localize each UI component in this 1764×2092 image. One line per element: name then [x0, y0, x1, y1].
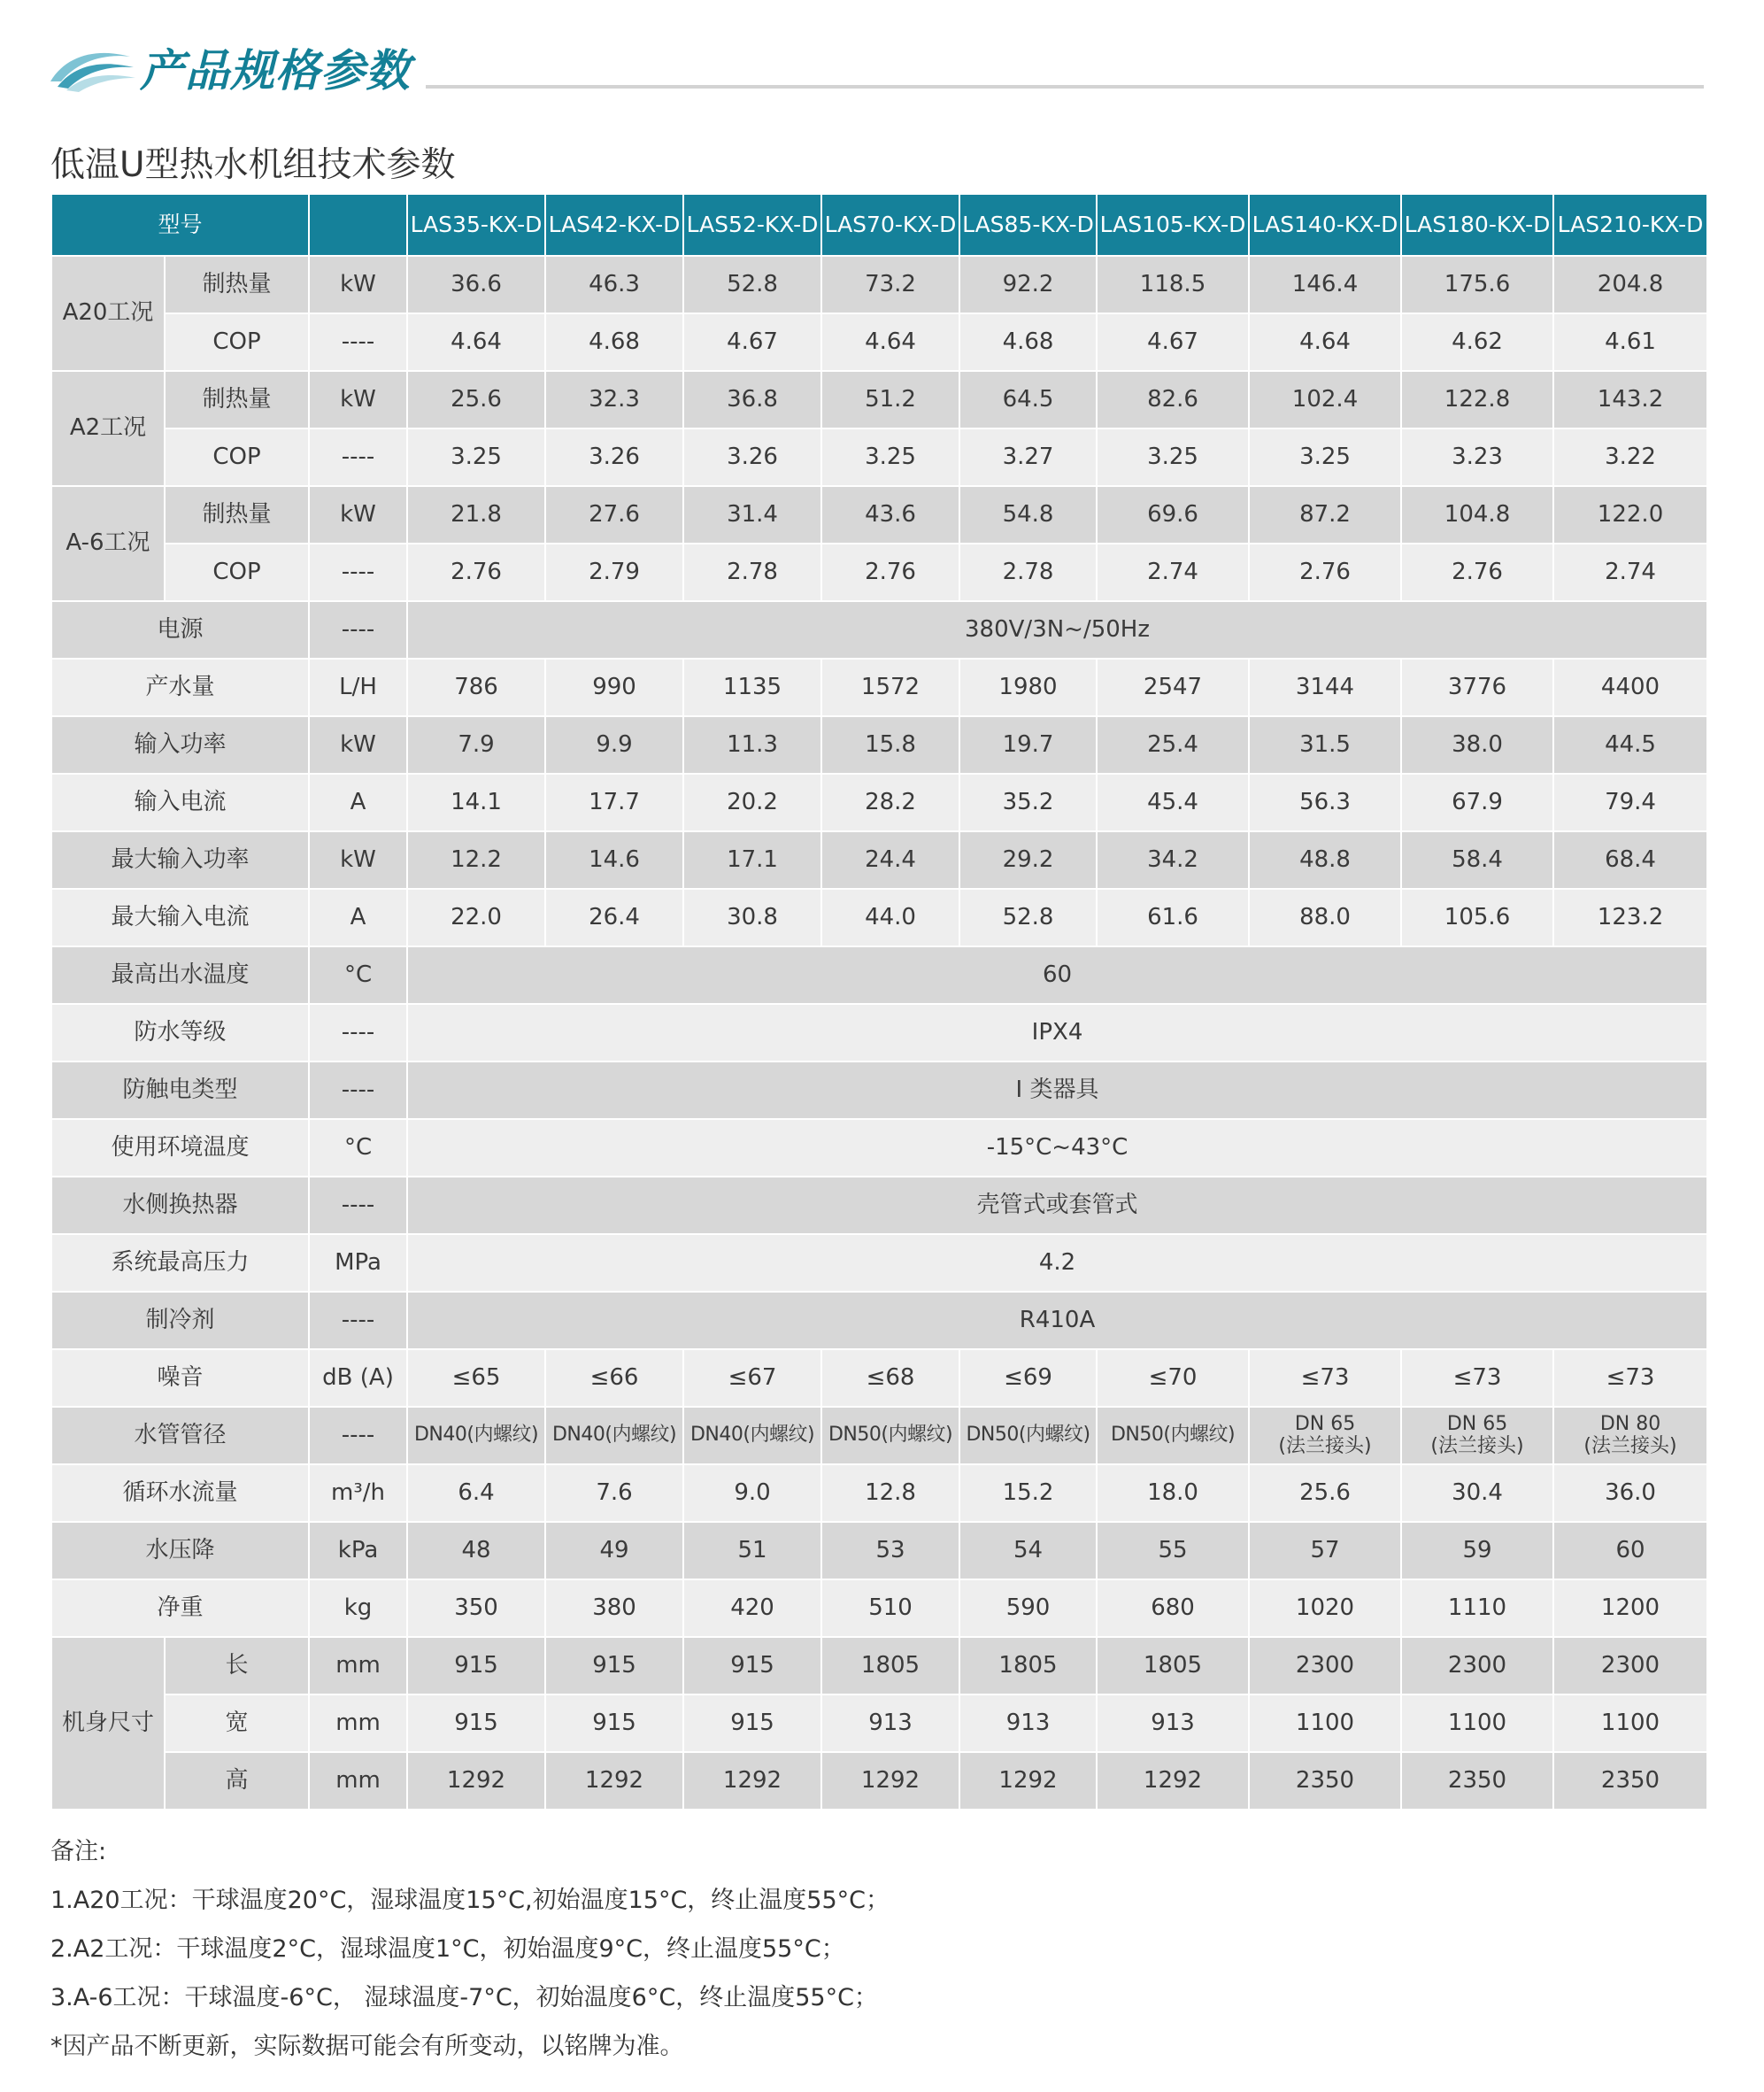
- value-cell: DN50(内螺纹): [1097, 1407, 1249, 1464]
- model-header-cell: LAS52-KX-D: [683, 194, 821, 256]
- unit-header-cell: [309, 194, 407, 256]
- value-cell: 22.0: [407, 889, 545, 946]
- value-cell: 3.25: [407, 428, 545, 486]
- value-cell: 510: [821, 1579, 959, 1637]
- row-label: 长: [165, 1637, 309, 1694]
- value-cell: 2350: [1249, 1752, 1401, 1810]
- unit-cell: ----: [309, 313, 407, 371]
- value-cell: [1249, 1407, 1401, 1464]
- value-cell-merged: I 类器具: [407, 1061, 1707, 1119]
- value-cell: 34.2: [1097, 831, 1249, 889]
- value-line: (法兰接头): [1430, 1434, 1524, 1457]
- table-row: [51, 313, 1707, 371]
- value-cell: 48: [407, 1522, 545, 1579]
- value-cell: 1572: [821, 659, 959, 716]
- value-cell: 1805: [959, 1637, 1097, 1694]
- value-cell: 20.2: [683, 774, 821, 831]
- table-row: [51, 831, 1707, 889]
- table-row: [51, 889, 1707, 946]
- group-label-size: 机身尺寸: [51, 1637, 165, 1810]
- value-cell: 87.2: [1249, 486, 1401, 544]
- model-header-cell: LAS42-KX-D: [545, 194, 683, 256]
- value-cell: 7.6: [545, 1464, 683, 1522]
- value-cell: 1292: [545, 1752, 683, 1810]
- model-header-cell: LAS105-KX-D: [1097, 194, 1249, 256]
- unit-cell: ----: [309, 1292, 407, 1349]
- value-cell: 380: [545, 1579, 683, 1637]
- value-cell: 175.6: [1401, 256, 1553, 313]
- value-cell: DN50(内螺纹): [959, 1407, 1097, 1464]
- value-cell: 915: [683, 1694, 821, 1752]
- value-cell: 204.8: [1553, 256, 1707, 313]
- value-line: (法兰接头): [1583, 1434, 1677, 1457]
- value-cell: 25.6: [407, 371, 545, 428]
- note-line: 3.A-6工况：干球温度-6°C， 湿球温度-7°C，初始温度6°C，终止温度55°C；: [50, 1984, 878, 2011]
- unit-cell: ----: [309, 428, 407, 486]
- value-cell: 54: [959, 1522, 1097, 1579]
- value-cell: 3.25: [1249, 428, 1401, 486]
- value-cell: 915: [545, 1694, 683, 1752]
- unit-cell: kPa: [309, 1522, 407, 1579]
- value-cell: 2300: [1249, 1637, 1401, 1694]
- value-cell: 59: [1401, 1522, 1553, 1579]
- value-cell-merged: 壳管式或套管式: [407, 1177, 1707, 1234]
- row-label: 输入电流: [51, 774, 309, 831]
- table-row: [51, 774, 1707, 831]
- value-cell: 11.3: [683, 716, 821, 774]
- table-row: [51, 1119, 1707, 1177]
- value-cell: 1805: [1097, 1637, 1249, 1694]
- row-label: 制冷剂: [51, 1292, 309, 1349]
- value-cell: 43.6: [821, 486, 959, 544]
- value-cell: DN50(内螺纹): [821, 1407, 959, 1464]
- row-label: 水压降: [51, 1522, 309, 1579]
- table-row: [51, 1004, 1707, 1061]
- value-cell: 61.6: [1097, 889, 1249, 946]
- unit-cell: L/H: [309, 659, 407, 716]
- unit-cell: ----: [309, 1061, 407, 1119]
- value-cell-merged: IPX4: [407, 1004, 1707, 1061]
- value-cell: 52.8: [959, 889, 1097, 946]
- table-header-row: [51, 194, 1707, 256]
- value-cell: 2547: [1097, 659, 1249, 716]
- value-cell: 1100: [1249, 1694, 1401, 1752]
- value-cell: 26.4: [545, 889, 683, 946]
- row-label: 系统最高压力: [51, 1234, 309, 1292]
- value-cell: 69.6: [1097, 486, 1249, 544]
- value-cell: 19.7: [959, 716, 1097, 774]
- value-line: DN 65: [1294, 1413, 1356, 1436]
- value-cell: [1401, 1407, 1553, 1464]
- unit-cell: ----: [309, 601, 407, 659]
- value-cell: 913: [1097, 1694, 1249, 1752]
- row-label: 最大输入电流: [51, 889, 309, 946]
- value-cell: 420: [683, 1579, 821, 1637]
- value-cell: 54.8: [959, 486, 1097, 544]
- table-row: [51, 544, 1707, 601]
- value-cell: 68.4: [1553, 831, 1707, 889]
- value-cell: 3.26: [545, 428, 683, 486]
- value-cell: 4.68: [959, 313, 1097, 371]
- value-cell: 915: [407, 1637, 545, 1694]
- unit-cell: A: [309, 774, 407, 831]
- value-cell: 786: [407, 659, 545, 716]
- value-cell: 2.76: [407, 544, 545, 601]
- value-cell: 56.3: [1249, 774, 1401, 831]
- disclaimer: *因产品不断更新，实际数据可能会有所变动，以铭牌为准。: [50, 2033, 684, 2060]
- value-cell: 45.4: [1097, 774, 1249, 831]
- row-label: 宽: [165, 1694, 309, 1752]
- value-cell: 12.2: [407, 831, 545, 889]
- value-cell: 36.6: [407, 256, 545, 313]
- value-cell: 92.2: [959, 256, 1097, 313]
- model-header-cell: LAS180-KX-D: [1401, 194, 1553, 256]
- section-header: [49, 35, 1704, 97]
- value-cell: 122.8: [1401, 371, 1553, 428]
- value-cell: 25.6: [1249, 1464, 1401, 1522]
- value-cell: 4.67: [1097, 313, 1249, 371]
- table-row: [51, 1061, 1707, 1119]
- value-cell: 14.1: [407, 774, 545, 831]
- table-row: [51, 946, 1707, 1004]
- value-cell: 2.76: [1401, 544, 1553, 601]
- unit-cell: A: [309, 889, 407, 946]
- value-cell: 58.4: [1401, 831, 1553, 889]
- spec-table: [50, 193, 1708, 1810]
- value-cell: 990: [545, 659, 683, 716]
- row-label: 高: [165, 1752, 309, 1810]
- table-row: [51, 1752, 1707, 1810]
- unit-cell: ----: [309, 1177, 407, 1234]
- value-cell: 32.3: [545, 371, 683, 428]
- row-label: COP: [165, 428, 309, 486]
- value-cell: 4400: [1553, 659, 1707, 716]
- group-label-a2: A2工况: [51, 371, 165, 486]
- table-row: [51, 1234, 1707, 1292]
- value-cell: ≤69: [959, 1349, 1097, 1407]
- table-row: [51, 371, 1707, 428]
- table-row: [51, 601, 1707, 659]
- unit-cell: kW: [309, 486, 407, 544]
- value-cell: 350: [407, 1579, 545, 1637]
- row-label: 最高出水温度: [51, 946, 309, 1004]
- value-cell: 2.78: [683, 544, 821, 601]
- note-line: 1.A20工况：干球温度20°C，湿球温度15°C,初始温度15°C，终止温度55°C；: [50, 1887, 890, 1914]
- value-cell: 49: [545, 1522, 683, 1579]
- value-cell: 1100: [1401, 1694, 1553, 1752]
- value-cell-merged: -15°C~43°C: [407, 1119, 1707, 1177]
- unit-cell: °C: [309, 946, 407, 1004]
- note-line: 2.A2工况：干球温度2°C，湿球温度1°C，初始温度9°C，终止温度55°C；: [50, 1935, 845, 1963]
- value-cell: 51.2: [821, 371, 959, 428]
- value-cell: 3.23: [1401, 428, 1553, 486]
- unit-cell: mm: [309, 1752, 407, 1810]
- row-label: 水侧换热器: [51, 1177, 309, 1234]
- value-cell: 3144: [1249, 659, 1401, 716]
- value-cell: 2.78: [959, 544, 1097, 601]
- row-label: 水管管径: [51, 1407, 309, 1464]
- value-cell: 915: [407, 1694, 545, 1752]
- value-cell: 2.76: [1249, 544, 1401, 601]
- value-cell: 14.6: [545, 831, 683, 889]
- value-cell: 73.2: [821, 256, 959, 313]
- unit-cell: kW: [309, 831, 407, 889]
- value-cell: 4.62: [1401, 313, 1553, 371]
- table-row: [51, 1694, 1707, 1752]
- value-cell: 24.4: [821, 831, 959, 889]
- unit-cell: dB (A): [309, 1349, 407, 1407]
- value-cell: 2.74: [1553, 544, 1707, 601]
- value-cell: 122.0: [1553, 486, 1707, 544]
- table-row: [51, 256, 1707, 313]
- value-cell: ≤68: [821, 1349, 959, 1407]
- value-cell: 590: [959, 1579, 1097, 1637]
- value-cell: 15.8: [821, 716, 959, 774]
- notes: [50, 1834, 890, 2078]
- value-cell: 46.3: [545, 256, 683, 313]
- group-label-a20: A20工况: [51, 256, 165, 371]
- value-cell: 44.5: [1553, 716, 1707, 774]
- row-label: 制热量: [165, 486, 309, 544]
- value-cell: ≤65: [407, 1349, 545, 1407]
- value-cell: 2300: [1553, 1637, 1707, 1694]
- value-cell: 9.0: [683, 1464, 821, 1522]
- value-cell: 30.8: [683, 889, 821, 946]
- value-cell: 2350: [1553, 1752, 1707, 1810]
- value-cell: 4.64: [407, 313, 545, 371]
- value-cell: 1020: [1249, 1579, 1401, 1637]
- value-cell: 1200: [1553, 1579, 1707, 1637]
- unit-cell: m³/h: [309, 1464, 407, 1522]
- value-cell: 680: [1097, 1579, 1249, 1637]
- table-row: [51, 486, 1707, 544]
- row-label: 制热量: [165, 371, 309, 428]
- value-cell: 915: [683, 1637, 821, 1694]
- value-cell: 123.2: [1553, 889, 1707, 946]
- value-cell: ≤70: [1097, 1349, 1249, 1407]
- value-cell: 4.67: [683, 313, 821, 371]
- value-cell: 104.8: [1401, 486, 1553, 544]
- value-cell: 38.0: [1401, 716, 1553, 774]
- table-row: [51, 1292, 1707, 1349]
- value-cell: ≤67: [683, 1349, 821, 1407]
- value-cell: ≤66: [545, 1349, 683, 1407]
- value-cell: 88.0: [1249, 889, 1401, 946]
- value-cell: 1135: [683, 659, 821, 716]
- unit-cell: kW: [309, 716, 407, 774]
- value-cell: 1292: [407, 1752, 545, 1810]
- value-cell: 118.5: [1097, 256, 1249, 313]
- value-cell: 9.9: [545, 716, 683, 774]
- value-cell: 31.5: [1249, 716, 1401, 774]
- value-cell: 2.79: [545, 544, 683, 601]
- value-cell: 913: [959, 1694, 1097, 1752]
- value-cell: 35.2: [959, 774, 1097, 831]
- value-cell: DN40(内螺纹): [407, 1407, 545, 1464]
- value-cell: DN40(内螺纹): [545, 1407, 683, 1464]
- value-cell: 4.61: [1553, 313, 1707, 371]
- wave-swirl-logo-icon: [49, 35, 137, 97]
- value-cell: 1292: [1097, 1752, 1249, 1810]
- model-header-cell: LAS70-KX-D: [821, 194, 959, 256]
- value-cell: 4.64: [821, 313, 959, 371]
- value-cell: 3.25: [1097, 428, 1249, 486]
- value-cell: 1805: [821, 1637, 959, 1694]
- value-cell: 2.74: [1097, 544, 1249, 601]
- value-cell: 21.8: [407, 486, 545, 544]
- model-header-cell: LAS210-KX-D: [1553, 194, 1707, 256]
- value-cell: 17.7: [545, 774, 683, 831]
- value-cell: 1292: [683, 1752, 821, 1810]
- value-cell: 3.27: [959, 428, 1097, 486]
- value-cell: 25.4: [1097, 716, 1249, 774]
- row-label: 净重: [51, 1579, 309, 1637]
- value-cell: 18.0: [1097, 1464, 1249, 1522]
- value-cell: ≤73: [1249, 1349, 1401, 1407]
- value-cell: 17.1: [683, 831, 821, 889]
- value-cell: 2.76: [821, 544, 959, 601]
- value-cell: 55: [1097, 1522, 1249, 1579]
- model-header-cell: LAS140-KX-D: [1249, 194, 1401, 256]
- unit-cell: ----: [309, 1004, 407, 1061]
- value-cell: 3.22: [1553, 428, 1707, 486]
- value-cell: 36.8: [683, 371, 821, 428]
- value-line: (法兰接头): [1278, 1434, 1372, 1457]
- value-cell: 1292: [821, 1752, 959, 1810]
- unit-cell: °C: [309, 1119, 407, 1177]
- table-row: [51, 716, 1707, 774]
- value-cell: 1980: [959, 659, 1097, 716]
- value-cell: 79.4: [1553, 774, 1707, 831]
- row-label: COP: [165, 313, 309, 371]
- row-label: 循环水流量: [51, 1464, 309, 1522]
- value-cell: 31.4: [683, 486, 821, 544]
- value-cell: 2300: [1401, 1637, 1553, 1694]
- row-label: 产水量: [51, 659, 309, 716]
- row-label: 使用环境温度: [51, 1119, 309, 1177]
- value-cell: 44.0: [821, 889, 959, 946]
- table-row: [51, 1177, 1707, 1234]
- value-cell: 102.4: [1249, 371, 1401, 428]
- value-cell: 105.6: [1401, 889, 1553, 946]
- model-label-cell: 型号: [51, 194, 309, 256]
- value-cell: 52.8: [683, 256, 821, 313]
- value-cell: 1292: [959, 1752, 1097, 1810]
- section-title: 产品规格参数: [140, 45, 411, 96]
- unit-cell: ----: [309, 1407, 407, 1464]
- unit-cell: mm: [309, 1694, 407, 1752]
- table-row: [51, 428, 1707, 486]
- value-cell: 146.4: [1249, 256, 1401, 313]
- value-cell: 6.4: [407, 1464, 545, 1522]
- value-cell: 82.6: [1097, 371, 1249, 428]
- value-cell: 4.68: [545, 313, 683, 371]
- unit-cell: MPa: [309, 1234, 407, 1292]
- header-divider: [426, 85, 1704, 89]
- value-cell: 4.64: [1249, 313, 1401, 371]
- value-cell-merged: 380V/3N~/50Hz: [407, 601, 1707, 659]
- table-title: 低温U型热水机组技术参数: [50, 145, 456, 185]
- value-cell: 53: [821, 1522, 959, 1579]
- value-cell: 51: [683, 1522, 821, 1579]
- row-label: 噪音: [51, 1349, 309, 1407]
- value-cell: 7.9: [407, 716, 545, 774]
- value-cell: 48.8: [1249, 831, 1401, 889]
- model-header-cell: LAS85-KX-D: [959, 194, 1097, 256]
- row-label: 最大输入功率: [51, 831, 309, 889]
- value-cell: 64.5: [959, 371, 1097, 428]
- table-row: [51, 659, 1707, 716]
- value-cell: 36.0: [1553, 1464, 1707, 1522]
- notes-heading: 备注:: [50, 1838, 107, 1865]
- model-header-cell: LAS35-KX-D: [407, 194, 545, 256]
- value-cell: 27.6: [545, 486, 683, 544]
- value-cell: 29.2: [959, 831, 1097, 889]
- unit-cell: kg: [309, 1579, 407, 1637]
- table-row: [51, 1637, 1707, 1694]
- row-label: 防触电类型: [51, 1061, 309, 1119]
- value-cell-merged: R410A: [407, 1292, 1707, 1349]
- unit-cell: kW: [309, 256, 407, 313]
- row-label: 电源: [51, 601, 309, 659]
- unit-cell: ----: [309, 544, 407, 601]
- value-cell: 143.2: [1553, 371, 1707, 428]
- value-cell: 2350: [1401, 1752, 1553, 1810]
- value-cell-merged: 60: [407, 946, 1707, 1004]
- row-label: 输入功率: [51, 716, 309, 774]
- row-label: 防水等级: [51, 1004, 309, 1061]
- value-cell: 1100: [1553, 1694, 1707, 1752]
- value-cell: 30.4: [1401, 1464, 1553, 1522]
- table-row: [51, 1522, 1707, 1579]
- value-cell: 57: [1249, 1522, 1401, 1579]
- value-cell: [1553, 1407, 1707, 1464]
- value-cell: 3.25: [821, 428, 959, 486]
- value-cell: 1110: [1401, 1579, 1553, 1637]
- value-cell: 915: [545, 1637, 683, 1694]
- value-cell: 3776: [1401, 659, 1553, 716]
- table-row: [51, 1349, 1707, 1407]
- value-cell: DN40(内螺纹): [683, 1407, 821, 1464]
- value-cell: 15.2: [959, 1464, 1097, 1522]
- unit-cell: kW: [309, 371, 407, 428]
- value-cell: ≤73: [1401, 1349, 1553, 1407]
- group-label-a6: A-6工况: [51, 486, 165, 601]
- value-cell: ≤73: [1553, 1349, 1707, 1407]
- value-cell: 60: [1553, 1522, 1707, 1579]
- value-line: DN 65: [1446, 1413, 1508, 1436]
- value-cell: 67.9: [1401, 774, 1553, 831]
- row-label: COP: [165, 544, 309, 601]
- table-row: [51, 1464, 1707, 1522]
- unit-cell: mm: [309, 1637, 407, 1694]
- value-cell: 28.2: [821, 774, 959, 831]
- value-cell: 12.8: [821, 1464, 959, 1522]
- value-cell-merged: 4.2: [407, 1234, 1707, 1292]
- value-cell: 913: [821, 1694, 959, 1752]
- table-row: [51, 1407, 1707, 1464]
- value-cell: 3.26: [683, 428, 821, 486]
- row-label: 制热量: [165, 256, 309, 313]
- value-line: DN 80: [1599, 1413, 1661, 1436]
- table-row: [51, 1579, 1707, 1637]
